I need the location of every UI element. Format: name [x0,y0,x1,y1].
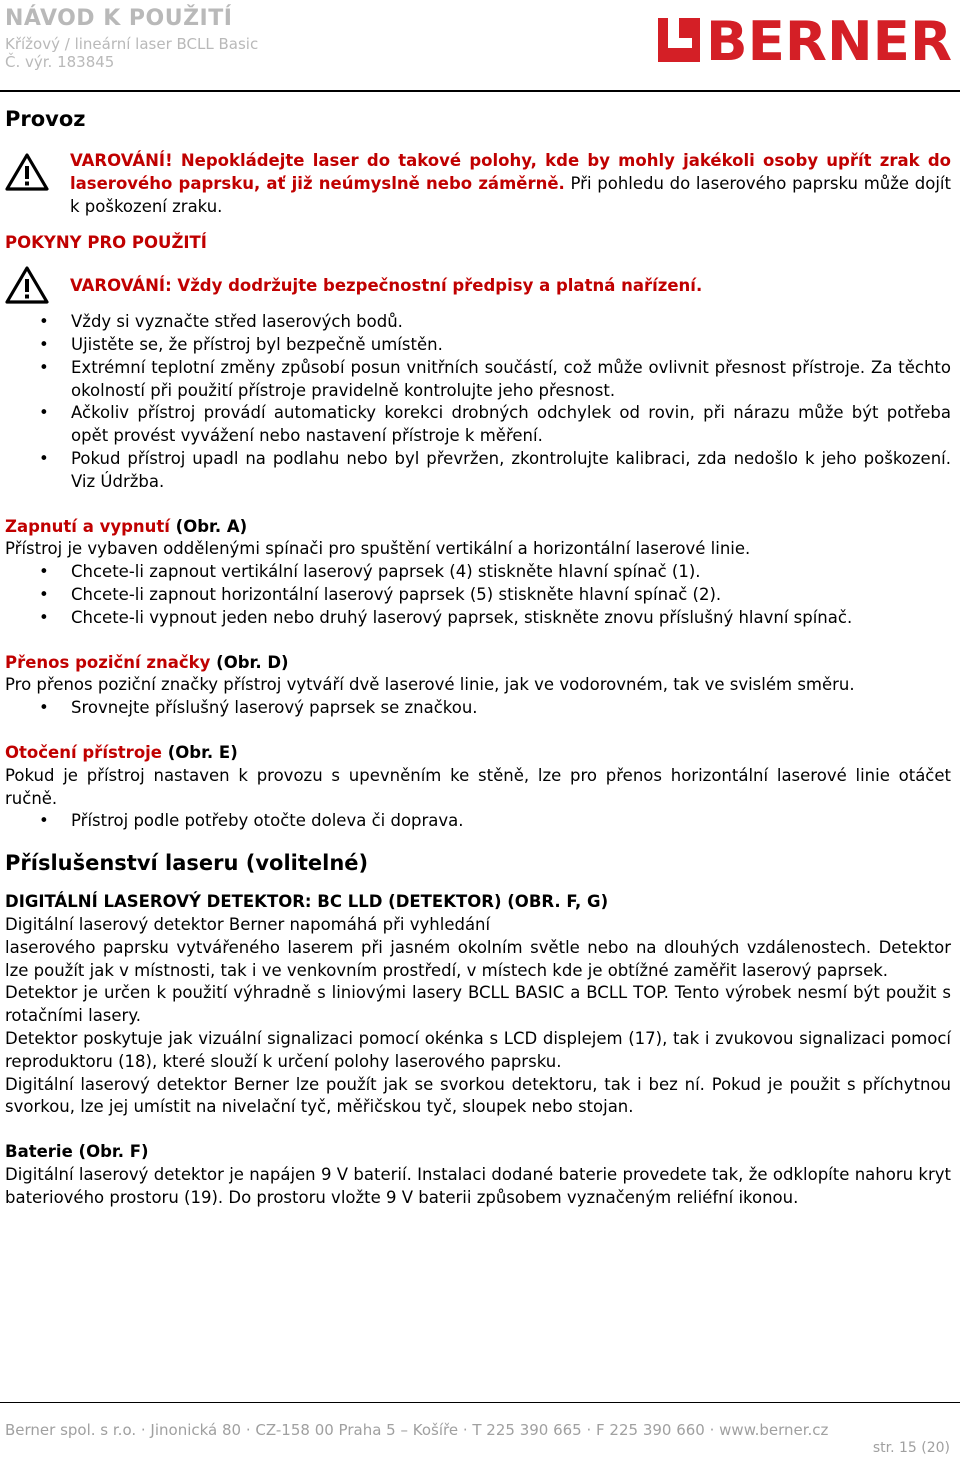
warning-block-1 [5,150,951,218]
detector-para-2: Detektor je určen k použití výhradně s liniovými lasery BCLL BASIC a BCLL TOP. Tento výrobek nesmí být použit s rotačními lasery. [5,983,951,1026]
list-item: • Extrémní teplotní změny způsobí posun vnitřních součástí, což může ovlivnit přesnost přístroje. Za těchto okolností při použití přístroje pravidelně kontrolujte jeho přesnost. [5,357,951,403]
detector-para-1: laserového paprsku vytvářeného laserem při jasném okolním světle nebo na dlouhých vzdálenostech. Detektor lze použít jak v místnosti, tak i ve venkovním prostředí, v místech kde je obtížné zaměřit laserový paprsek. [5,937,951,980]
product-name: Křížový / lineární laser BCLL Basic [5,35,259,53]
footer-divider [0,1402,960,1403]
document-title: NÁVOD K POUŽITÍ [5,6,233,31]
laser-warning-text: VAROVÁNÍ! Nepokládejte laser do takové polohy, kde by mohly jakékoli osoby upřít zrak do laserového paprsku, ať již neúmyslně nebo záměrně. Při pohledu do laserového paprsku může dojít k poškození zraku. [70,151,951,216]
berner-logo [658,14,954,66]
list-item: • Pokud přístroj upadl na podlahu nebo byl převržen, zkontrolujte kalibraci, zda nedošlo k jeho poškození. Viz Údržba. [5,448,951,494]
page-content [5,98,951,1209]
safety-warning-text: VAROVÁNÍ: Vždy dodržujte bezpečnostní předpisy a platná nařízení. [70,276,703,296]
page-number: str. 15 (20) [872,1440,950,1456]
onoff-list [5,561,951,629]
accessories-title: Příslušenství laseru (volitelné) [5,851,369,876]
rotate-list [5,810,951,833]
detector-heading: DIGITÁLNÍ LASEROVÝ DETEKTOR: BC LLD (DETEKTOR) (OBR. F, G) [5,892,609,912]
detector-para-4: Digitální laserový detektor Berner lze použít jak se svorkou detektoru, tak i bez ní. Pokud je použit s příchytnou svorkou, lze jej umístit na nivelační tyč, měřičskou tyč, sloupek nebo stojan. [5,1074,951,1117]
rotate-intro: Pokud je přístroj nastaven k provozu s upevněním ke stěně, lze pro přenos horizontální laserové linie otáčet ručně. [5,765,951,808]
header-divider [0,90,960,92]
rotate-heading: Otočení přístroje (Obr. E) [5,742,238,762]
footer-address: Berner spol. s r.o. · Jinonická 80 · CZ-158 00 Praha 5 – Košíře · T 225 390 665 · F 225 390 660 · www.berner.cz [5,1421,829,1439]
list-item: • Chcete-li zapnout horizontální laserový paprsek (5) stiskněte hlavní spínač (2). [5,584,951,607]
detector-para-3: Detektor poskytuje jak vizuální signalizaci pomocí okénka s LCD displejem (17), tak i zvukovou signalizaci pomocí reproduktoru (18), které slouží k určení polohy laserového paprsku. [5,1028,951,1071]
catalog-number: Č. výr. 183845 [5,53,115,71]
detector-para-1-line1: Digitální laserový detektor Berner napomáhá při vyhledání [5,914,491,934]
list-item: • Ujistěte se, že přístroj byl bezpečně umístěn. [5,334,951,357]
instructions-list [5,311,951,493]
transfer-heading: Přenos poziční značky (Obr. D) [5,652,289,672]
list-item: • Chcete-li vypnout jeden nebo druhý laserový paprsek, stiskněte znovu příslušný hlavní spínač. [5,607,951,630]
list-item: • Ačkoliv přístroj provádí automaticky korekci drobných odchylek od rovin, při nárazu může být potřeba opět provést vyvážení nebo nastavení přístroje k měření. [5,402,951,448]
battery-heading: Baterie (Obr. F) [5,1142,149,1162]
list-item: • Chcete-li zapnout vertikální laserový paprsek (4) stiskněte hlavní spínač (1). [5,561,951,584]
battery-text: Digitální laserový detektor je napájen 9 V baterií. Instalaci dodané baterie provedete tak, že odklopíte nahoru kryt bateriového prostoru (19). Do prostoru vložte 9 V baterii způsobem vyznačeným reliéfní ikonou. [5,1164,951,1207]
onoff-intro: Přístroj je vybaven oddělenými spínači pro spuštění vertikální a horizontální laserové linie. [5,539,751,559]
section-title-provoz: Provoz [5,107,86,131]
transfer-intro: Pro přenos poziční značky přístroj vytváří dvě laserové linie, jak ve vodorovném, tak ve svislém směru. [5,675,855,695]
list-item: • Srovnejte příslušný laserový paprsek se značkou. [5,697,951,720]
list-item: • Přístroj podle potřeby otočte doleva či doprava. [5,810,951,833]
warning-triangle-icon [5,265,49,305]
onoff-heading: Zapnutí a vypnutí (Obr. A) [5,516,248,536]
instructions-heading: POKYNY PRO POUŽITÍ [5,233,207,253]
warning-block-2 [5,265,951,311]
transfer-list [5,697,951,720]
warning-triangle-icon [5,152,49,192]
list-item: • Vždy si vyznačte střed laserových bodů. [5,311,951,334]
svg-text:BERNER: BERNER [706,14,952,66]
page-header [0,0,960,92]
